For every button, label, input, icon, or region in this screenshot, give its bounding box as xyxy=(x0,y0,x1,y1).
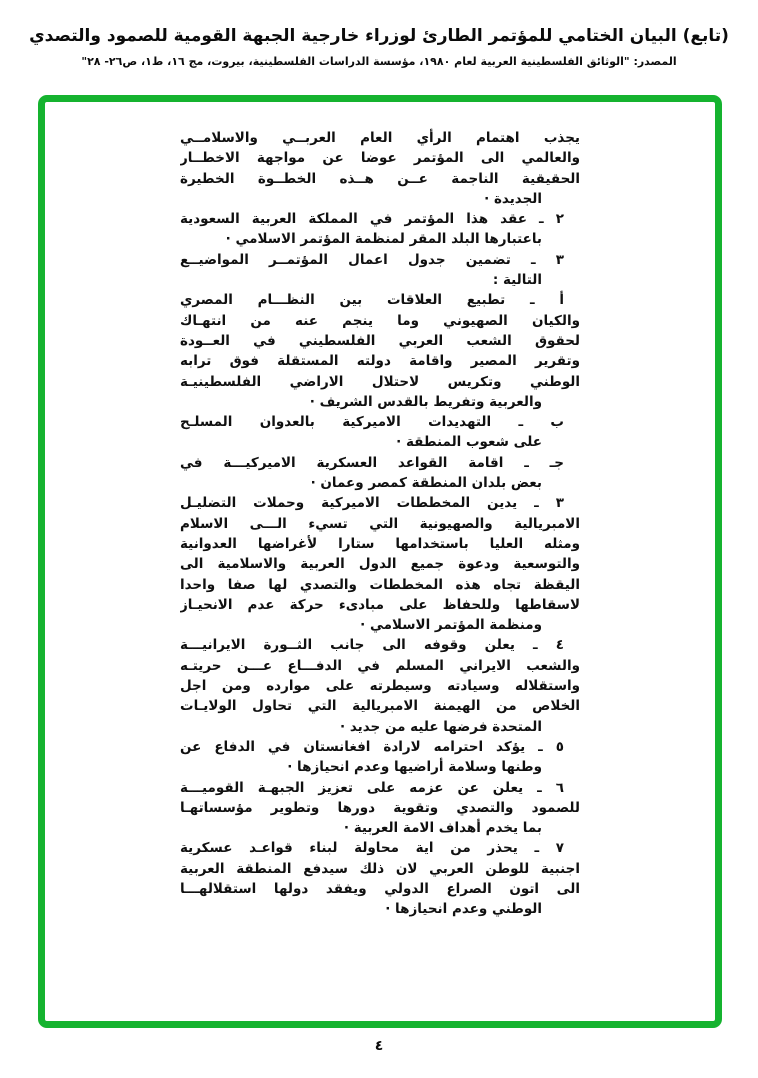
document-title: (تابع) البيان الختامي للمؤتمر الطارئ لوزراء خارجية الجبهة القومية للصمود والتصدي xyxy=(29,26,729,46)
text-line: الامبريالية والصهيونية التي تسيء الـــى الاسلام xyxy=(180,515,580,532)
text-line: الى اتون الصراع الدولي ويفقد دولها استقلالهـــا xyxy=(180,880,580,897)
text-line: ٦ ـ يعلن عن عزمه على تعزيز الجبهـة القوميـــة xyxy=(180,779,564,796)
text-line: والكيان الصهيوني وما ينجم عنه من انتهـاك xyxy=(180,312,580,329)
text-line: ب ـ التهديدات الاميركية بالعدوان المسلـح xyxy=(180,414,564,431)
text-line: ٤ ـ يعلن وقوفه الى جانب الثــورة الايرانيـــة xyxy=(180,637,564,654)
page-number: ٤ xyxy=(374,1038,384,1054)
text-line: والعالمي الى المؤتمر عوضا عن مواجهة الاخطــار xyxy=(180,150,580,167)
text-line: ٣ ـ يدين المخططات الاميركية وحملات التضليـل xyxy=(180,495,564,512)
text-line: واستقلاله وسيادته وسيطرته على موارده ومن اجل xyxy=(180,678,580,695)
document-source-citation: المصدر: "الوثائق الفلسطينية العربية لعام ١٩٨٠، مؤسسة الدراسات الفلسطينية، بيروت، مج ١٦، ط١، ص٢٦- ٢٨" xyxy=(81,55,677,68)
text-line: والتوسعية ودعوة جميع الدول العربية والاسلامية الى xyxy=(180,556,580,573)
text-line: المتحدة فرضها عليه من جديد · xyxy=(340,718,542,735)
text-line: ومثله العليا باستخدامها ستارا لأغراضها العدوانية xyxy=(180,535,580,552)
text-line: وطنها وسلامة أراضيها وعدم انحيازها · xyxy=(287,759,542,776)
text-line: الوطني وتكريس لاحتلال الاراضي الفلسطينيـة xyxy=(180,373,580,390)
text-line: الجديدة · xyxy=(484,190,542,207)
text-line: التالية : xyxy=(492,272,542,289)
text-line: اليقظة تجاه هذه المخططات والتصدي لها صفا واحدا xyxy=(180,576,580,593)
text-line: والعربية وتفريط بالقدس الشريف · xyxy=(309,393,542,410)
text-line: للصمود والتصدي وتقوية دورها وتطوير مؤسساتهـا xyxy=(180,799,580,816)
text-line: والشعب الايراني المسلم في الدفـــاع عـــن حريتـه xyxy=(180,657,580,674)
text-line: الخلاص من الهيمنة الامبريالية التي تحاول الولايـات xyxy=(180,698,580,715)
text-line: ٢ ـ عقد هذا المؤتمر في المملكة العربية السعودية xyxy=(180,211,564,228)
text-line: أ ـ تطبيع العلاقات بين النظـــام المصري xyxy=(180,292,564,309)
text-line: الحقيقية الناجمة عــن هــذه الخطــوة الخطيرة xyxy=(180,170,580,187)
green-highlight-frame xyxy=(38,95,722,1028)
text-line: وتقرير المصير واقامة دولته المستقلة فوق ترابه xyxy=(180,353,580,370)
text-line: بعض بلدان المنطقة كمصر وعمان · xyxy=(310,475,542,492)
text-line: الوطني وعدم انحيازها · xyxy=(385,901,542,918)
text-line: ٣ ـ تضمين جدول اعمال المؤتمــر المواضيــع xyxy=(180,251,564,268)
text-line: ٧ ـ يحذر من اية محاولة لبناء قواعـد عسكرية xyxy=(180,840,564,857)
text-line: يجذب اهتمام الرأي العام العربــي والاسلامــي xyxy=(180,130,580,146)
text-line: لحقوق الشعب العربي الفلسطيني في العــودة xyxy=(180,332,580,349)
text-line: ٥ ـ يؤكد احترامه لارادة افغانستان في الدفاع عن xyxy=(180,738,564,755)
text-line: اجنبية للوطن العربي لان ذلك سيدفع المنطقة العربية xyxy=(180,860,580,877)
text-line: باعتبارها البلد المقر لمنظمة المؤتمر الاسلامي · xyxy=(225,231,542,248)
text-line: لاسقاطها وللحفاظ على مبادىء حركة عدم الانحيـاز xyxy=(180,596,580,613)
text-line: ومنظمة المؤتمر الاسلامي · xyxy=(360,617,542,634)
text-line: بما يخدم أهداف الامة العربية · xyxy=(343,820,542,837)
document-body-text xyxy=(180,128,580,920)
text-line: على شعوب المنطقة · xyxy=(396,434,542,451)
text-line: جـ ـ اقامة القواعد العسكرية الاميركيـــة في xyxy=(180,454,564,471)
